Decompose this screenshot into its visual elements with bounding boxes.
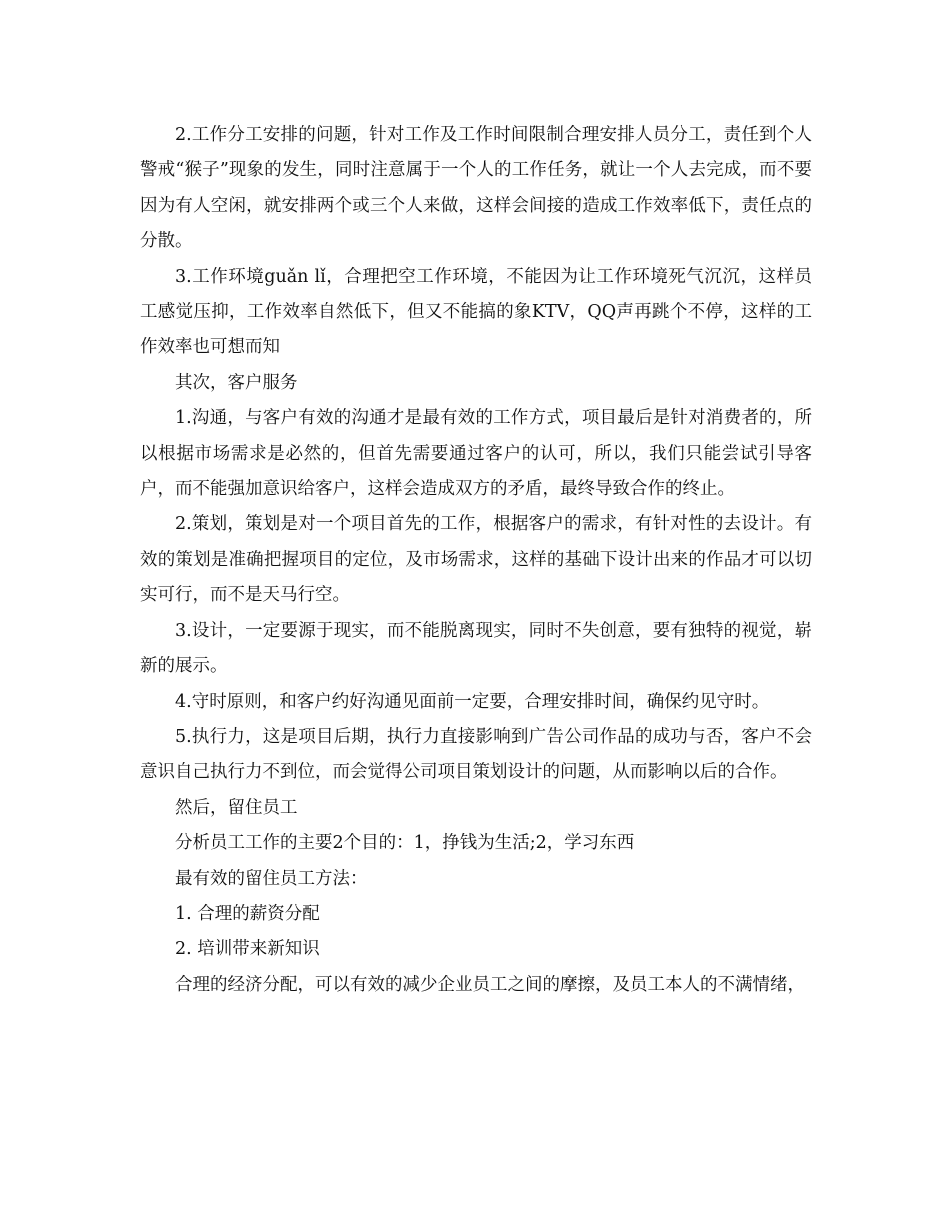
section-heading-retain-staff: 然后，留住员工 [175, 797, 298, 818]
paragraph-work-division: 2.工作分工安排的问题，针对工作及工作时间限制合理安排人员分工，责任到个人警戒“猴子”现象的发生，同时注意属于一个人的工作任务，就让一个人去完成，而不要因为有人空闲，就安排两个或三个人来做，这样会间接的造成工作效率低下，责任点的分散。 [140, 125, 812, 252]
list-item-training: 2. 培训带来新知识 [175, 939, 320, 960]
paragraph-design: 3.设计，一定要源于现实，而不能脱离现实，同时不失创意，要有独特的视觉，崭新的展示。 [140, 620, 812, 677]
paragraph-economic-distribution: 合理的经济分配，可以有效的减少企业员工之间的摩擦，及员工本人的不满情绪， [175, 974, 805, 995]
paragraph-execution: 5.执行力，这是项目后期，执行力直接影响到广告公司作品的成功与否，客户不会意识自己执行力不到位，而会觉得公司项目策划设计的问题，从而影响以后的合作。 [140, 726, 812, 783]
paragraph-staff-goals: 分析员工工作的主要2个目的：1，挣钱为生活;2，学习东西 [175, 833, 635, 854]
paragraph-work-environment: 3.工作环境guǎn lǐ，合理把空工作环境，不能因为让工作环境死气沉沉，这样员工感觉压抑，工作效率自然低下，但又不能搞的象KTV，QQ声再跳个不停，这样的工作效率也可想而知 [140, 266, 812, 358]
document-body [140, 118, 812, 1003]
section-heading-customer-service: 其次，客户服务 [175, 372, 298, 393]
paragraph-punctuality: 4.守时原则，和客户约好沟通见面前一定要，合理安排时间，确保约见守时。 [175, 691, 770, 712]
list-item-salary: 1. 合理的薪资分配 [175, 903, 320, 924]
paragraph-retention-methods: 最有效的留住员工方法： [175, 868, 368, 889]
paragraph-communication: 1.沟通，与客户有效的沟通才是最有效的工作方式，项目最后是针对消费者的，所以根据市场需求是必然的，但首先需要通过客户的认可，所以，我们只能尝试引导客户，而不能强加意识给客户，这样会造成双方的矛盾，最终导致合作的终止。 [140, 408, 812, 500]
paragraph-planning: 2.策划，策划是对一个项目首先的工作，根据客户的需求，有针对性的去设计。有效的策划是准确把握项目的定位，及市场需求，这样的基础下设计出来的作品才可以切实可行，而不是天马行空。 [140, 514, 812, 606]
